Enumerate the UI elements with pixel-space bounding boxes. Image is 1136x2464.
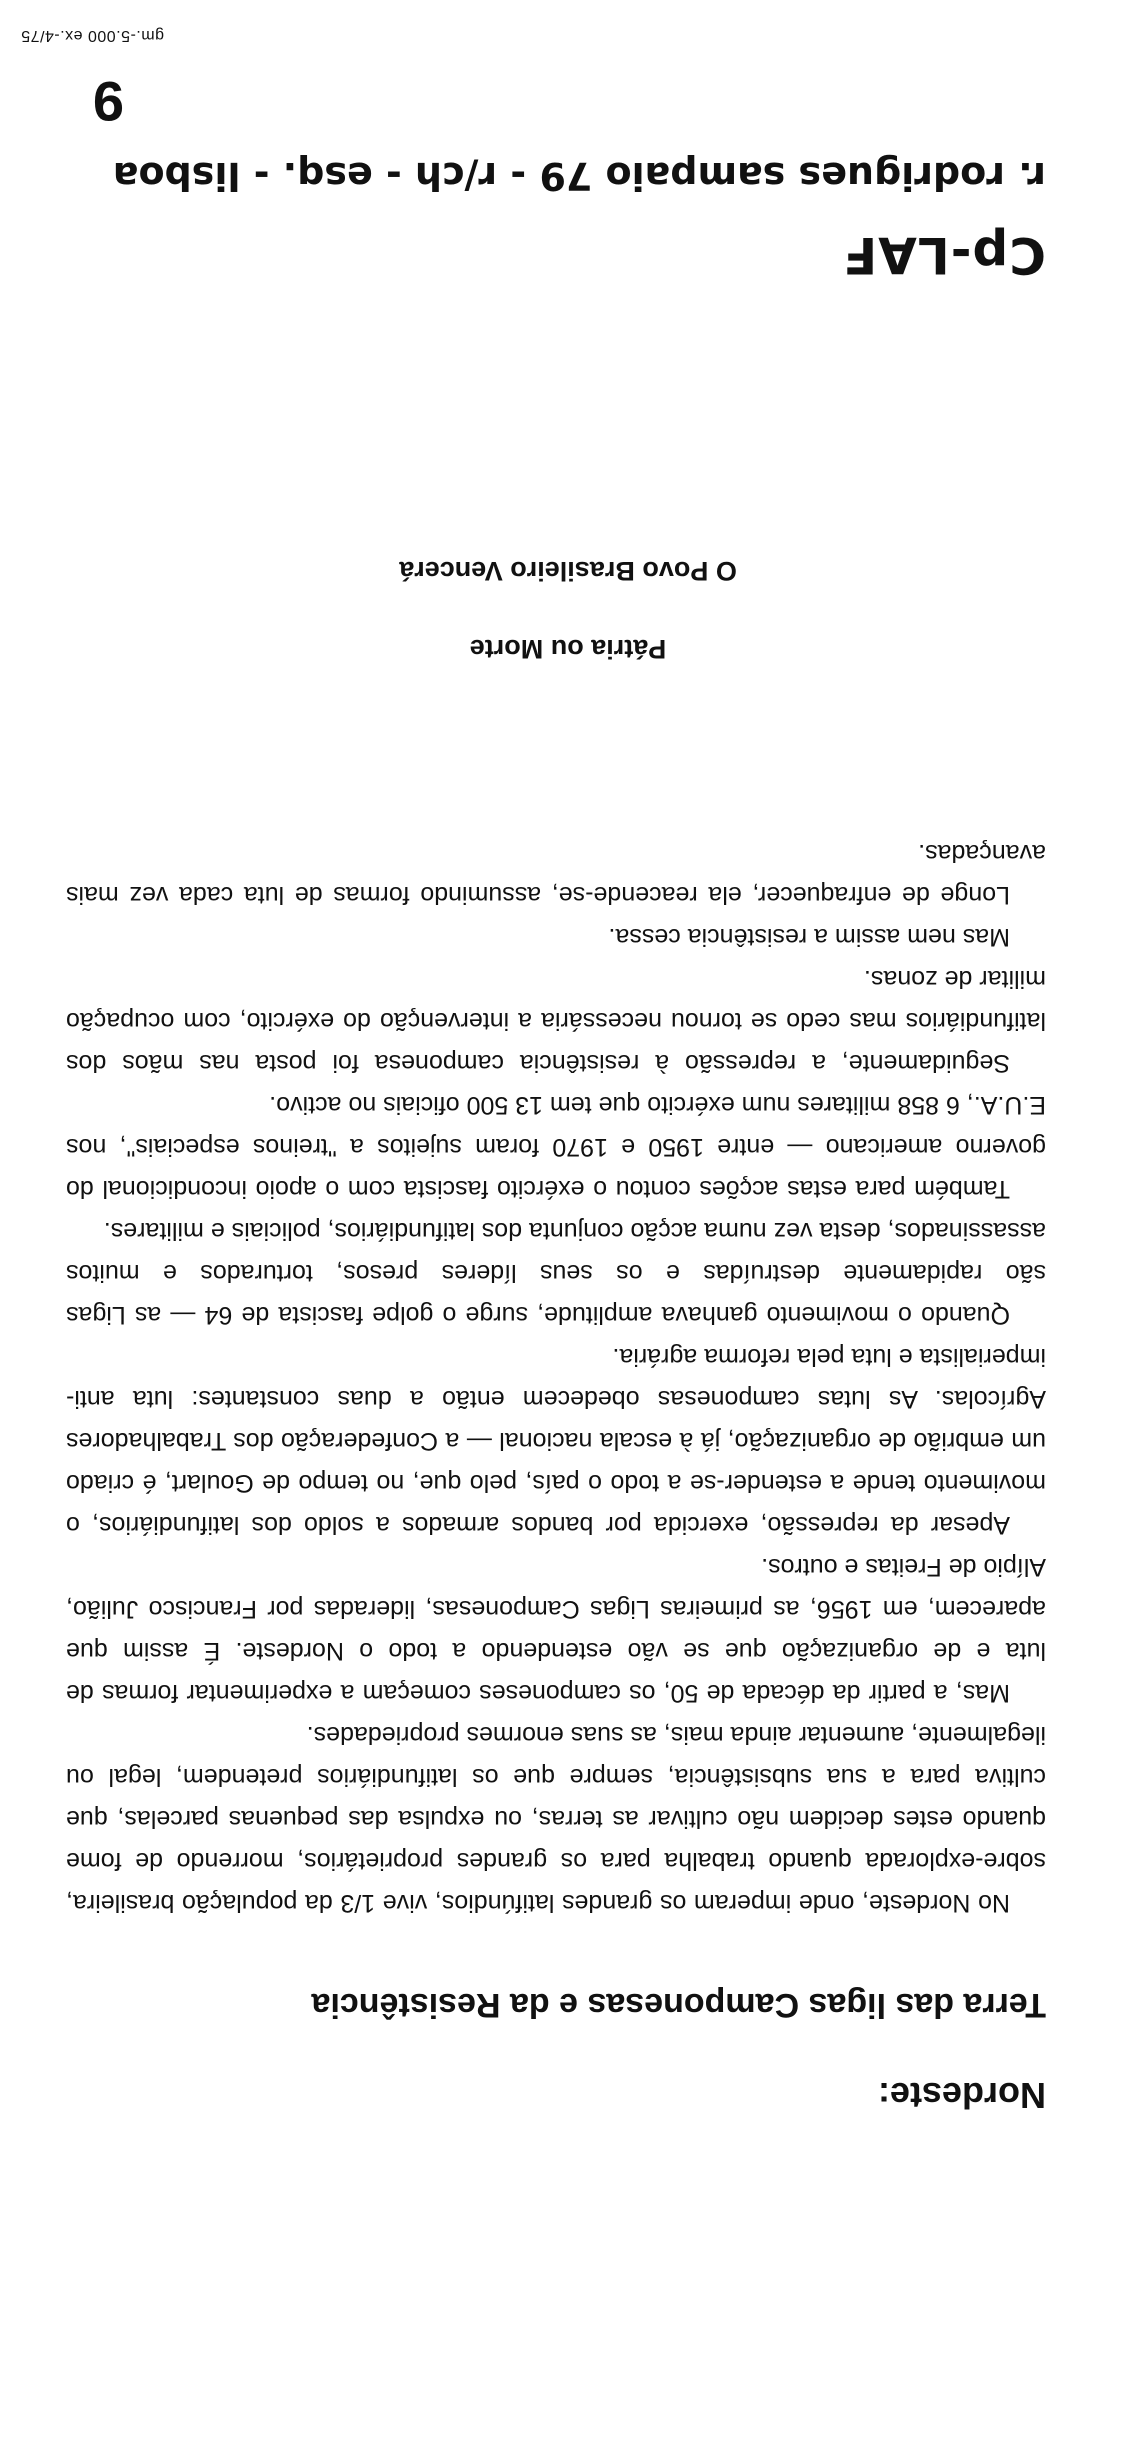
paragraph: Mas, a partir da década de 50, os camponeses começam a experimentar formas de luta e de organização que se vão estendendo a todo o Nordeste. É assim que aparecem, em 1956, as primeiras Ligas Camponesas, lideradas por Francisco Julião, Alípio de Freitas e outros.: [66, 1553, 1046, 1707]
organization-name: Cp-LAF: [842, 226, 1046, 284]
region-heading: Nordeste:: [877, 2075, 1046, 2116]
organization-address: r. rodrigues sampaio 79 - r/ch - esq. - lisboa: [112, 154, 1046, 198]
print-run-note: gm.-5.000 ex.-4/75: [20, 27, 164, 44]
paragraph: No Nordeste, onde imperam os grandes latifúndios, vive 1/3 da população brasileira, sobre-explorada quando trabalha para os grandes proprietários, morrendo de fome quando estes decidem não cultivar as terras, ou expulsa das pequenas parcelas, que cultiva para a sua subsistência, sempre que os latifundiários pretendem, legal ou ilegalmente, aumentar ainda mais, as suas enormes propriedades.: [66, 1721, 1046, 1917]
article-title: Terra das ligas Camponesas e da Resistência: [311, 1986, 1046, 2024]
slogan-patria-ou-morte: Pátria ou Morte: [469, 634, 667, 664]
paragraph: Também para estas acções contou o exército fascista com o apoio incondicional do governo americano — entre 1950 e 1970 foram sujeitos a "treinos especiais", nos E.U.A., 6 858 militares num exército que tem 13 500 oficiais no activo.: [66, 1091, 1046, 1203]
paragraph: Apesar da repressão, exercida por bandos armados a soldo dos latifundiários, o movimento tende a estender-se a todo o país, pelo que, no tempo de Goulart, é criado um embrião de organização, já à escala nacional — a Confederação dos Trabalhadores Agrícolas. As lutas camponesas obedecem então a duas constantes: luta anti-imperialista e luta pela reforma agrária.: [66, 1343, 1046, 1539]
paragraph: Quando o movimento ganhava amplitude, surge o golpe fascista de 64 — as Ligas são rapidamente destruídas e os seus líderes presos, torturados e muitos assassinados, desta vez numa acção conjunta dos latifundiários, policiais e militares.: [66, 1217, 1046, 1329]
article-body: [66, 832, 1046, 1924]
paragraph: Seguidamente, a repressão à resistência camponesa foi posta nas mãos dos latifundiários mas cedo se tornou necessária a intervenção do exército, com ocupação militar de zonas.: [66, 965, 1046, 1077]
paragraph: Mas nem assim a resistência cessa.: [608, 923, 1010, 951]
page-number: 9: [92, 70, 124, 133]
paragraph: Longe de enfraquecer, ela reacende-se, assumindo formas de luta cada vez mais avançadas.: [66, 839, 1046, 909]
slogan-povo-brasileiro: O Povo Brasileiro Vencerá: [399, 556, 737, 586]
